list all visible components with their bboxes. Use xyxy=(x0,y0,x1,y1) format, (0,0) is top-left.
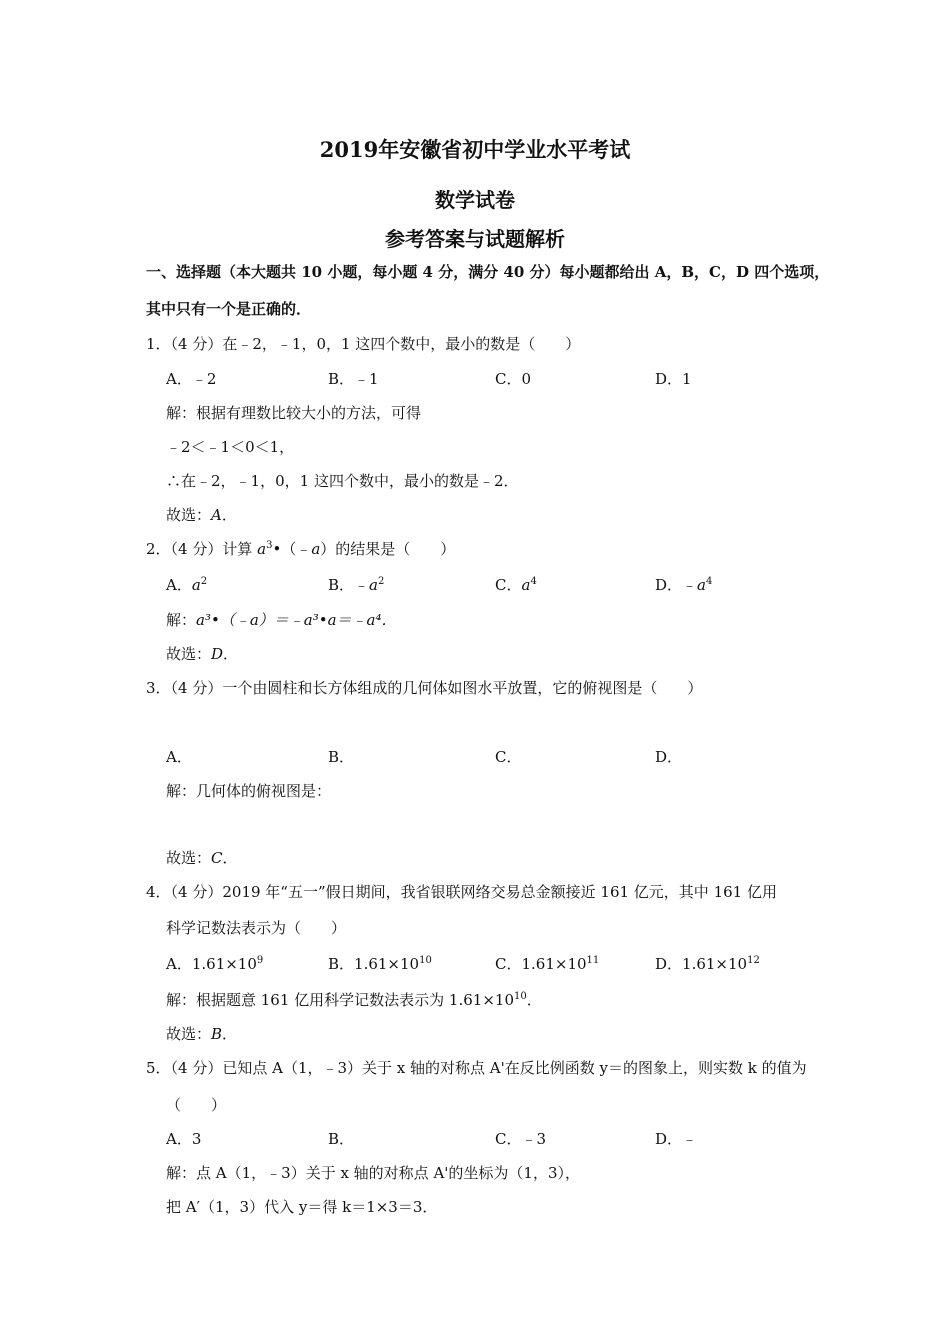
q2-option-d: D．$﹣a^4$ xyxy=(655,576,713,594)
question-4-stem-line2: 科学记数法表示为（ ） xyxy=(166,919,347,937)
section-heading-line1: 一、选择题（本大题共 10 小题，每小题 4 分，满分 40 分）每小题都给出 A，B，C，D 四个选项， xyxy=(146,263,830,281)
q3-option-b: B． xyxy=(328,748,355,766)
q3-option-d: D． xyxy=(655,748,683,766)
q2-answer: 故选：D． xyxy=(166,645,239,663)
q5-solution-line2: 把 A′（1，3）代入 y＝得 k＝1×3＝3． xyxy=(166,1198,438,1216)
q5-option-a: A．3 xyxy=(166,1130,202,1148)
q1-solution-line3: ∴在﹣2，﹣1，0，1 这四个数中，最小的数是﹣2． xyxy=(166,472,519,490)
q4-option-c: C．$1.61\times 10^{11}$ xyxy=(495,955,600,973)
q4-option-a: A．$1.61\times 10^9$ xyxy=(166,955,264,973)
q3-solution: 解：几何体的俯视图是： xyxy=(166,782,332,800)
question-3-stem: 3．（4 分）一个由圆柱和长方体组成的几何体如图水平放置，它的俯视图是（ ） xyxy=(146,679,703,697)
page-subtitle: 数学试卷 xyxy=(435,188,515,212)
q2-solution: 解：a³•（﹣a）＝﹣a³•a＝﹣a⁴． xyxy=(166,611,397,629)
q1-option-a: A．﹣2 xyxy=(166,370,217,388)
section-heading-line2: 其中只有一个是正确的． xyxy=(146,300,312,318)
question-2-stem: 2．（4 分）计算 $a^3•(﹣a)$的结果是（ ） xyxy=(146,540,456,558)
q2-option-a: A．$a^2$ xyxy=(166,576,208,594)
question-1-stem: 1．（4 分）在﹣2，﹣1，0，1 这四个数中，最小的数是（ ） xyxy=(146,335,581,353)
q3-option-c: C． xyxy=(495,748,522,766)
q3-option-a: A． xyxy=(166,748,192,766)
q1-solution-line1: 解：根据有理数比较大小的方法，可得 xyxy=(166,404,422,422)
q1-solution-line2: ﹣2＜﹣1＜0＜1， xyxy=(166,438,295,456)
q5-solution-line1: 解：点 A（1，﹣3）关于 x 轴的对称点 A'的坐标为（1，3）， xyxy=(166,1164,580,1182)
question-4-stem-line1: 4．（4 分）2019 年“五一”假日期间，我省银联网络交易总金额接近 161 亿元，其中 161 亿用 xyxy=(146,883,777,901)
question-5-stem-line2: （ ） xyxy=(166,1096,227,1114)
q5-option-b: B． xyxy=(328,1130,355,1148)
q4-solution: 解：根据题意 161 亿用科学记数法表示为 $1.61\times 10^{10}$． xyxy=(166,991,542,1009)
q1-option-b: B．﹣1 xyxy=(328,370,379,388)
q1-option-d: D．1 xyxy=(655,370,692,388)
page-title: 2019年安徽省初中学业水平考试 xyxy=(319,137,631,162)
page-subtitle-2: 参考答案与试题解析 xyxy=(385,227,565,251)
q1-answer: 故选：A． xyxy=(166,506,237,524)
q5-option-c: C．﹣3 xyxy=(495,1130,547,1148)
q4-option-d: D．$1.61\times 10^{12}$ xyxy=(655,955,760,973)
q3-answer: 故选：C． xyxy=(166,849,238,867)
q2-option-c: C．$a^4$ xyxy=(495,576,537,594)
q4-option-b: B．$1.61\times 10^{10}$ xyxy=(328,955,432,973)
q2-option-b: B．$﹣a^2$ xyxy=(328,576,385,594)
q1-option-c: C．0 xyxy=(495,370,532,388)
question-5-stem-line1: 5．（4 分）已知点 A（1，﹣3）关于 x 轴的对称点 A'在反比例函数 y＝的图象上，则实数 k 的值为 xyxy=(146,1059,807,1077)
q5-option-d: D．﹣ xyxy=(655,1130,698,1148)
q4-answer: 故选：B． xyxy=(166,1025,238,1043)
